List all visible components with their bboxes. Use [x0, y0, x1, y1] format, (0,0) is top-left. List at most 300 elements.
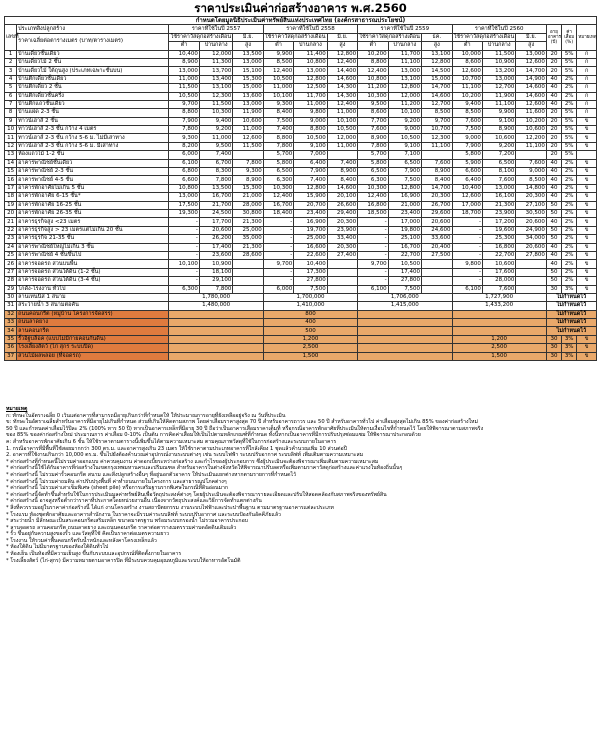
price-cell: 12,200 [516, 134, 546, 142]
agency-line: กำหนดโดยมูลนิธิประเมินค่าทรัพย์สินแห่งประเทศไทย (องค์กรสาธารณประโยชน์) [5, 17, 597, 25]
price-cell: 12,400 [263, 193, 293, 201]
price-cell: 13,000 [482, 184, 515, 192]
price-cell [516, 260, 546, 268]
notes-section [6, 406, 596, 564]
note-line: * ห้องใต้ดิน ไม่มีมาตรฐานของห้องใต้ดินทั่วไป [6, 544, 109, 551]
table-row [5, 209, 597, 217]
price-cell: 7,800 [263, 142, 293, 150]
price-cell [327, 268, 357, 276]
building-type: อาคารพาณิชย์ 4 ชั้นขึ้นไป [17, 251, 169, 259]
price-cell: 14,700 [422, 184, 452, 192]
price-cell: 12,400 [327, 100, 357, 108]
building-type: สวนไม้ผลพลอย (ที่จอดรถ) [17, 352, 169, 360]
price-cell: 7,900 [388, 168, 421, 176]
depreciation-cell: 2% [562, 226, 577, 234]
price-cell: 12,000 [388, 92, 421, 100]
price-cell: 5,800 [358, 159, 388, 167]
price-cell: 7,600 [482, 176, 515, 184]
price-cell: 10,000 [452, 50, 482, 58]
price-cell: 16,700 [388, 243, 421, 251]
price-cell [516, 268, 546, 276]
price-cell [516, 151, 546, 159]
price-cell: 8,800 [263, 134, 293, 142]
price-cell: 14,900 [516, 75, 546, 83]
price-cell: 6,500 [263, 168, 293, 176]
price-cell: 13,700 [199, 67, 232, 75]
depreciation-cell: 2% [562, 277, 577, 285]
depreciation-cell: 2% [562, 235, 577, 243]
depreciation-cell: 2% [562, 201, 577, 209]
price-cell: 20,300 [422, 193, 452, 201]
building-type: อาคารธุรกิจ 21-35 ชั้น [17, 235, 169, 243]
price-cell: 13,500 [233, 50, 263, 58]
note-cell: ข [577, 352, 597, 360]
age-cell: 40 [546, 218, 561, 226]
price-cell: 1,200 [263, 335, 357, 343]
price-cell [169, 344, 263, 352]
price-cell: 9,400 [452, 100, 482, 108]
age-cell: 50 [546, 226, 561, 234]
table-row [5, 260, 597, 268]
price-cell: 7,600 [516, 159, 546, 167]
note-cell: ก [577, 67, 597, 75]
price-cell: 9,300 [263, 100, 293, 108]
price-cell: 10,900 [199, 260, 232, 268]
price-cell: 17,500 [169, 201, 199, 209]
price-cell: 7,600 [452, 117, 482, 125]
depreciation-cell: 5% [562, 67, 577, 75]
header-sub-2560: ใช้ราคาวัสดุก่อสร้างเดือน [453, 33, 515, 40]
price-cell: 20,100 [327, 193, 357, 201]
price-cell: 11,600 [516, 109, 546, 117]
age-cell: 50 [546, 201, 561, 209]
price-cell: 30,800 [233, 209, 263, 217]
note-cell: ข [577, 176, 597, 184]
table-row [5, 92, 597, 100]
price-cell: 25,000 [233, 226, 263, 234]
price-cell: 6,300 [358, 176, 388, 184]
price-cell: 22,700 [482, 251, 515, 259]
header-sub-2558: ใช้ราคาวัสดุก่อสร้างเดือน [265, 33, 326, 40]
price-cell: 9,800 [452, 260, 482, 268]
row-number: 27 [5, 268, 17, 276]
price-cell: 9,300 [169, 134, 199, 142]
row-number: 34 [5, 327, 17, 335]
price-cell: - [358, 251, 388, 259]
table-row [5, 293, 597, 301]
header-2559: ราคาที่ใช้ในปี 2559 [358, 25, 452, 33]
row-number: 23 [5, 235, 17, 243]
price-cell: 10,200 [358, 50, 388, 58]
price-cell: 20,400 [422, 243, 452, 251]
price-cell: 6,000 [263, 285, 293, 293]
price-cell: 18,400 [263, 209, 293, 217]
price-cell: 14,600 [327, 75, 357, 83]
price-cell: 12,000 [199, 50, 232, 58]
note-cell: ก [577, 75, 597, 83]
price-cell [169, 319, 263, 327]
price-cell: 10,500 [169, 92, 199, 100]
price-cell: 9,700 [169, 100, 199, 108]
depreciation-cell: 3% [562, 352, 577, 360]
price-cell: 23,600 [199, 251, 232, 259]
price-cell: 6,100 [358, 285, 388, 293]
price-cell: 10,400 [452, 184, 482, 192]
header-month-2557: มิ.ย. [233, 33, 263, 41]
price-cell: 12,800 [327, 50, 357, 58]
price-cell: 8,500 [422, 109, 452, 117]
table-row [5, 159, 597, 167]
price-cell: 12,700 [422, 100, 452, 108]
price-cell [422, 285, 452, 293]
header-2558: ราคาที่ใช้ในปี 2558 [263, 25, 357, 33]
price-cell [358, 327, 452, 335]
price-cell: 8,800 [358, 58, 388, 66]
price-cell: 15,000 [422, 75, 452, 83]
price-cell: 20,300 [327, 218, 357, 226]
price-cell [516, 285, 546, 293]
age-cell: 40 [546, 193, 561, 201]
building-type: ทาวน์เฮาส์ 2-3 ชั้น กว้าง 5-6 ม. ไม่มีเสาทาง [17, 134, 169, 142]
header-2557: ราคาที่ใช้ในปี 2557 [169, 25, 263, 33]
price-cell: 6,700 [199, 159, 232, 167]
price-cell: 11,500 [199, 100, 232, 108]
row-number: 21 [5, 218, 17, 226]
note-cell: ข [577, 142, 597, 150]
price-cell [516, 277, 546, 285]
price-cell: 7,600 [422, 159, 452, 167]
depreciation-cell: 3% [562, 285, 577, 293]
price-cell: - [169, 218, 199, 226]
building-type: อาคารพาณิชย์ชั้นเดียว [17, 159, 169, 167]
price-cell: 25,000 [294, 235, 327, 243]
price-cell: - [452, 268, 482, 276]
price-cell: 29,400 [327, 209, 357, 217]
price-cell: - [358, 226, 388, 234]
age-cell: 40 [546, 243, 561, 251]
price-cell: 7,800 [233, 159, 263, 167]
price-cell: 20,600 [516, 218, 546, 226]
price-cell: 12,700 [482, 84, 515, 92]
age-cell: 50 [546, 268, 561, 276]
row-number: 2 [5, 58, 17, 66]
price-cell: 20,600 [199, 226, 232, 234]
price-cell: 14,300 [327, 92, 357, 100]
price-cell: 11,000 [263, 84, 293, 92]
price-cell: 27,800 [516, 251, 546, 259]
age-cell: 40 [546, 84, 561, 92]
table-row [5, 84, 597, 92]
price-cell: 800 [263, 310, 357, 318]
building-type: ลานเทนนิส 1 สนาม [17, 293, 169, 301]
building-type: ถนนคอนกรีต (หมู่บ้าน โครงการจัดสรร) [17, 310, 169, 318]
price-cell [233, 268, 263, 276]
price-cell: 27,400 [327, 251, 357, 259]
price-cell [169, 335, 263, 343]
age-cell: 20 [546, 58, 561, 66]
price-cell [358, 335, 452, 343]
age-cell: 20 [546, 151, 561, 159]
header-age: อายุอาคาร (ปี) [546, 25, 561, 50]
price-cell: 7,900 [169, 117, 199, 125]
depreciation-cell: 5% [562, 117, 577, 125]
row-number: 28 [5, 277, 17, 285]
price-cell: - [452, 218, 482, 226]
building-type: โรงเลี้ยงสัตว์ (ไก่ สุกร ระบบปิด) [17, 344, 169, 352]
note-line: * ห้องเย็น เป็นห้องที่มีความเย็นสูง ขึ้นกับระบบและอุปกรณ์ที่ติดตั้งภายในอาคาร [6, 551, 182, 558]
price-cell: 11,500 [482, 50, 515, 58]
price-cell: 20,600 [422, 218, 452, 226]
note-cell: ข [577, 168, 597, 176]
price-cell: 1,706,000 [358, 293, 452, 301]
price-cell: 11,700 [294, 92, 327, 100]
row-number: 31 [5, 302, 17, 310]
price-cell: 6,800 [169, 168, 199, 176]
price-cell: 1,500 [263, 352, 357, 360]
depreciation-cell: 2% [562, 218, 577, 226]
price-cell: 9,000 [516, 168, 546, 176]
header-low: ต่ำ [263, 42, 293, 50]
header-mid: ปานกลาง [199, 42, 232, 50]
price-cell: 10,400 [294, 260, 327, 268]
price-cell: 7,000 [294, 151, 327, 159]
price-cell: 9,300 [233, 168, 263, 176]
price-cell: 7,500 [388, 285, 421, 293]
price-cell: 18,100 [199, 268, 232, 276]
price-cell: 11,200 [358, 84, 388, 92]
price-cell: 26,200 [199, 235, 232, 243]
price-cell: 14,700 [422, 84, 452, 92]
price-cell [233, 277, 263, 285]
row-number: 13 [5, 151, 17, 159]
price-cell: 12,300 [199, 92, 232, 100]
price-cell: 8,800 [294, 126, 327, 134]
header-high: สูง [516, 42, 546, 50]
note-line: ข: ทักษะในอัตราเฉลี่ยสำหรับอาคารที่มีอายุไม่เกินที่กำหนด ส่วนที่เกินให้คิดตามสภาพ โดยค่าเสื่อมราคาสูงสุด 70 ปี สำหรับอาคารถาวร และ 50 ปี สำหรับอาคารทั่วไป ค่าเสื่อมสูงสุดไม่เกิน 85% ของค่าก่อสร้างใหม่ [6, 419, 478, 426]
price-cell: 14,600 [327, 184, 357, 192]
note-cell: ข [577, 235, 597, 243]
price-cell: 20,300 [327, 243, 357, 251]
price-cell: 12,800 [422, 58, 452, 66]
price-cell: 14,700 [516, 67, 546, 75]
depreciation-cell: 5% [562, 142, 577, 150]
price-cell: 11,000 [199, 134, 232, 142]
price-cell: 8,500 [452, 109, 482, 117]
row-number: 11 [5, 134, 17, 142]
price-cell: 22,700 [388, 251, 421, 259]
price-cell: 33,600 [422, 235, 452, 243]
price-cell: 13,000 [233, 58, 263, 66]
price-cell: 28,000 [482, 277, 515, 285]
price-cell [422, 277, 452, 285]
price-cell: 8,600 [452, 58, 482, 66]
price-cell: 5,700 [358, 151, 388, 159]
building-type: โกดัง-โรงงาน ทั่วไป [17, 285, 169, 293]
building-type: บ้านตึกเดี่ยว 2 ชั้น [17, 84, 169, 92]
table-header [5, 17, 597, 51]
price-cell: 15,100 [233, 67, 263, 75]
table-row [5, 67, 597, 75]
price-cell: 10,500 [327, 126, 357, 134]
price-cell: 9,500 [358, 100, 388, 108]
building-type: รั้วอิฐบล็อค (แบบไม่มีก่ายคอนกันดิน) [17, 335, 169, 343]
price-cell: 16,100 [482, 193, 515, 201]
header-sub-2559: ใช้ราคาวัสดุก่อสร้างเดือน [359, 33, 420, 40]
depreciation-cell: 2% [562, 251, 577, 259]
table-row [5, 218, 597, 226]
table-row [5, 117, 597, 125]
table-row [5, 58, 597, 66]
building-type: ทาวน์เฮาส์ 2-3 ชั้น กว้าง 4 เมตร [17, 126, 169, 134]
price-cell: 6,500 [482, 159, 515, 167]
table-row [5, 310, 597, 318]
price-cell: 35,000 [233, 235, 263, 243]
price-cell: 14,400 [327, 67, 357, 75]
row-number: 1 [5, 50, 17, 58]
price-cell: 6,300 [169, 285, 199, 293]
age-cell: 40 [546, 75, 561, 83]
price-cell: 12,600 [516, 58, 546, 66]
table-row [5, 251, 597, 259]
row-number: 24 [5, 243, 17, 251]
price-cell: 6,100 [169, 159, 199, 167]
depreciation-cell: 5% [562, 126, 577, 134]
price-cell: 14,300 [327, 84, 357, 92]
price-cell: 11,000 [294, 100, 327, 108]
notes-heading: หมายเหตุ [6, 406, 28, 412]
depreciation-cell: 5% [562, 134, 577, 142]
price-cell: 11,100 [482, 100, 515, 108]
price-cell: 7,800 [199, 176, 232, 184]
row-number: 5 [5, 84, 17, 92]
depreciation-cell: 5% [562, 50, 577, 58]
note-line: * โรงแรม ห้องชุดพักอาศัยและอาคารสำนักงาน ในราคาจะมีรวมค่าระบบลิฟท์ ระบบปรับอากาศ และระบบป้องกันอัคคีภัยแล้ว [6, 511, 281, 518]
table-row [5, 109, 597, 117]
price-cell: - [452, 243, 482, 251]
age-cell: 40 [546, 184, 561, 192]
price-cell: 10,600 [233, 117, 263, 125]
price-cell: 17,400 [199, 243, 232, 251]
price-cell: 26,700 [422, 201, 452, 209]
price-cell: 19,600 [482, 226, 515, 234]
note-cell: ข [577, 184, 597, 192]
price-cell: 19,800 [388, 226, 421, 234]
building-type: บ้านแฝด 2-3 ชั้น [17, 109, 169, 117]
price-cell: 13,500 [199, 184, 232, 192]
price-cell: 24,600 [422, 226, 452, 234]
price-cell: 7,400 [327, 159, 357, 167]
price-cell: 28,000 [233, 201, 263, 209]
price-cell: 7,500 [388, 176, 421, 184]
price-cell: 8,900 [358, 134, 388, 142]
table-row [5, 302, 597, 310]
price-cell: 1,727,900 [452, 293, 546, 301]
price-cell: - [358, 243, 388, 251]
table-body [5, 50, 597, 360]
price-cell: 11,900 [482, 92, 515, 100]
price-cell: 8,100 [482, 168, 515, 176]
age-cell: 20 [546, 126, 561, 134]
row-number: 18 [5, 193, 17, 201]
price-cell: 14,800 [516, 184, 546, 192]
price-cell: - [263, 226, 293, 234]
price-cell: 13,100 [422, 50, 452, 58]
price-cell: 10,300 [358, 92, 388, 100]
price-cell: 15,300 [233, 75, 263, 83]
depreciation-cell: 2% [562, 168, 577, 176]
building-type: บ้านตึกเดี่ยวชั้นครึ่ง [17, 92, 169, 100]
price-cell [169, 310, 263, 318]
price-cell: 9,900 [263, 50, 293, 58]
header-no: เลขที่ [5, 25, 17, 50]
price-cell: 11,700 [388, 50, 421, 58]
table-row [5, 142, 597, 150]
price-cell: 1,480,000 [169, 302, 263, 310]
price-cell: 10,600 [516, 126, 546, 134]
price-cell: 18,700 [452, 209, 482, 217]
price-cell: 21,300 [233, 243, 263, 251]
price-cell: 1,500 [452, 352, 546, 360]
table-row [5, 344, 597, 352]
header-month-2560: มิ.ย. [516, 33, 546, 41]
price-cell: 12,600 [233, 134, 263, 142]
price-cell: 21,300 [482, 201, 515, 209]
age-cell: 20 [546, 134, 561, 142]
price-cell: 10,700 [422, 126, 452, 134]
note-cell: ข [577, 209, 597, 217]
price-cell: 5,900 [452, 159, 482, 167]
header-type-sub: ราคาเฉลี่ยต่อตารางเมตร (บาท/ตารางเมตร) [17, 33, 169, 50]
price-cell: 10,300 [263, 184, 293, 192]
note-cell: ไม่กำหนดไว้ [546, 310, 596, 318]
price-cell: 11,500 [233, 142, 263, 150]
price-cell: 17,600 [482, 268, 515, 276]
row-number: 10 [5, 126, 17, 134]
price-cell: 2,500 [263, 344, 357, 352]
price-cell: 16,900 [294, 218, 327, 226]
table-row [5, 235, 597, 243]
note-line: * โรงเลี้ยงสัตว์ (ไก่-สุกร) มีความหมายตามอาคารปิด ที่มีระบบควบคุมอุณหภูมิและระบบให้อาหารอัตโนมัติ [6, 557, 241, 564]
price-cell: 13,000 [233, 100, 263, 108]
price-cell: 10,900 [482, 58, 515, 66]
price-cell: 24,500 [199, 209, 232, 217]
note-cell: ก [577, 92, 597, 100]
price-cell: 10,800 [169, 184, 199, 192]
price-cell: 6,500 [358, 168, 388, 176]
note-cell: ข [577, 218, 597, 226]
price-cell: 15,300 [233, 184, 263, 192]
building-type: อาคารจอดรถ ส่วนใต้ดิน (1-2 ชั้น) [17, 268, 169, 276]
price-cell: 9,700 [263, 260, 293, 268]
table-row [5, 243, 597, 251]
row-number: 26 [5, 260, 17, 268]
price-cell: 12,800 [388, 84, 421, 92]
price-cell: 1,415,000 [358, 302, 452, 310]
price-cell: 27,800 [388, 277, 421, 285]
age-cell: 50 [546, 277, 561, 285]
note-cell: ข [577, 335, 597, 343]
age-cell: 40 [546, 260, 561, 268]
price-cell [327, 277, 357, 285]
building-type: อาคารพาณิชย์ใหญ่ไม่เกิน 3 ชั้น [17, 243, 169, 251]
note-cell: ข [577, 285, 597, 293]
price-cell: 17,400 [388, 268, 421, 276]
note-cell: ข [577, 126, 597, 134]
depreciation-cell: 3% [562, 335, 577, 343]
price-cell: 10,100 [388, 109, 421, 117]
price-cell: 1,410,000 [263, 302, 357, 310]
price-cell: 15,000 [233, 84, 263, 92]
